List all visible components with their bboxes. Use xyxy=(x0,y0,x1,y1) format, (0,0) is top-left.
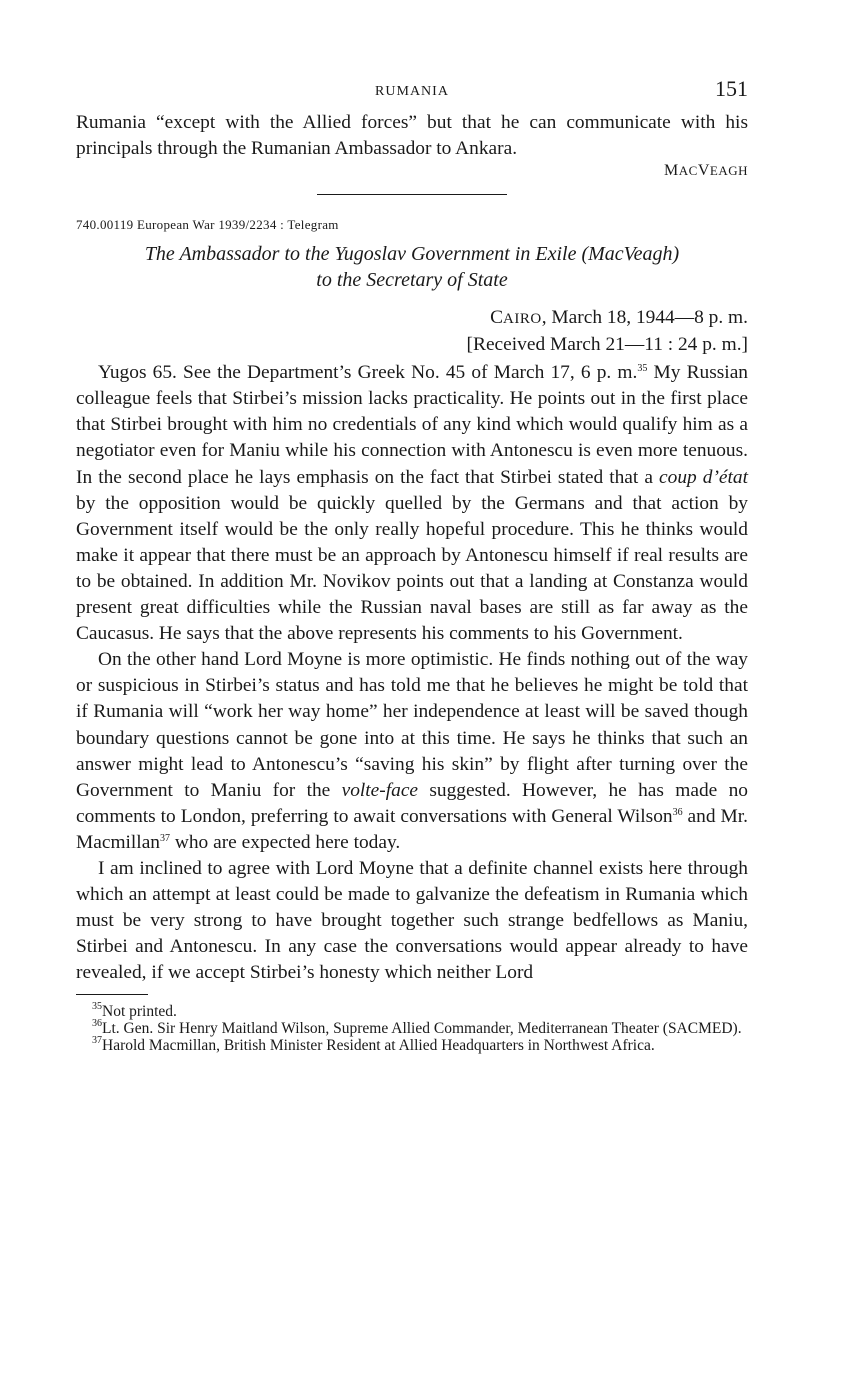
signature xyxy=(76,162,748,180)
continuation-paragraph: Rumania “except with the Allied forces” but that he can communicate with his principals through the Rumanian Ambassador to Ankara. xyxy=(76,112,748,160)
p2-text-c: and Mr. Macmillan xyxy=(76,805,749,853)
dateline-place-rest: AIRO xyxy=(503,311,542,328)
paragraph-2 xyxy=(76,647,748,856)
paragraph-1 xyxy=(76,360,748,647)
footnote-36 xyxy=(76,1020,748,1037)
document-page xyxy=(76,74,748,1054)
heading-line1: The Ambassador to the Yugoslav Government in Exile xyxy=(144,243,577,266)
footnote-mark: 37 xyxy=(92,1035,102,1047)
signature-rest: EAGH xyxy=(709,163,748,179)
p1-text-a: Yugos 65. See the Department’s Greek No. 45 of March 17, 6 p. m. xyxy=(98,362,638,384)
p1-text-b: My Russian colleague feels that Stirbei’s mission lacks practicality. He points out in the first place that Stirbei brought with him no credentials of any kind which would qualify him as a negotiator even for Maniu while his connection with Antonescu is even more tenuous. In the second place he lays emphasis on the fact that Stirbei stated that a xyxy=(76,362,748,488)
signature-v: V xyxy=(697,162,710,180)
footnotes xyxy=(76,1003,748,1054)
dateline xyxy=(76,305,748,332)
heading-paren: (MacVeagh) xyxy=(581,243,680,266)
footnote-mark: 35 xyxy=(92,1001,102,1013)
p2-text-b: suggested. However, he has made no comments to London, preferring to await conversations with General Wilson xyxy=(76,779,749,827)
footnote-text: Not printed. xyxy=(102,1003,177,1021)
file-number: 740.00119 European War 1939/2234 : Telegram xyxy=(76,217,339,233)
p1-text-c: by the opposition would be quickly quelled by the Germans and that action by Government itself would be the only really hopeful procedure. This he thinks would make it appear that there must be an approach by Antonescu himself if real results are to be obtained. In addition Mr. Novikov points out that a landing at Constanza would present great difficulties while the Russian naval bases are still as far away as the Caucasus. He says that the above represents his comments to his Government. xyxy=(76,492,748,645)
p1-italic: coup d’état xyxy=(659,466,748,488)
p2-italic: volte-face xyxy=(341,779,419,801)
footnote-37 xyxy=(76,1037,748,1054)
paragraph-3: I am inclined to agree with Lord Moyne that a definite channel exists here through which an attempt at least could be made to galvanize the defeatism in Rumania which must be very strong to have brought together such strange bedfellows as Maniu, Stirbei and Antonescu. In any case the conversations would appear already to have revealed, if we accept Stirbei’s honesty which neither Lord xyxy=(76,857,748,984)
footnote-text: Harold Macmillan, British Minister Resident at Allied Headquarters in Northwest Africa. xyxy=(102,1037,655,1055)
signature-mid: AC xyxy=(678,163,698,179)
running-head xyxy=(76,74,748,110)
heading-line2: to the Secretary of State xyxy=(316,269,508,292)
signature-initial: M xyxy=(664,162,679,180)
telegram-body xyxy=(76,360,748,986)
dateline-place-initial: C xyxy=(490,307,504,329)
footnote-ref-35: 35 xyxy=(637,363,648,375)
footnote-mark: 36 xyxy=(92,1018,102,1030)
section-divider xyxy=(317,194,507,195)
footnote-ref-36: 36 xyxy=(672,806,683,818)
dateline-received: [Received March 21—11 : 24 p. m.] xyxy=(466,334,748,356)
running-title: RUMANIA xyxy=(375,84,449,99)
document-heading xyxy=(76,241,748,293)
footnote-text: Lt. Gen. Sir Henry Maitland Wilson, Supreme Allied Commander, Mediterranean Theater (SACMED). xyxy=(102,1020,742,1038)
footnote-rule xyxy=(76,994,148,995)
footnote-35 xyxy=(76,1003,748,1020)
dateline-date: , March 18, 1944—8 p. m. xyxy=(541,307,748,329)
p2-text-a: On the other hand Lord Moyne is more optimistic. He finds nothing out of the way or suspicious in Stirbei’s status and has told me that he believes he might be told that if Rumania will “work her way home” her independence at least will be saved though boundary questions cannot be gone into at this time. He says he thinks that such an answer might lead to Antonescu’s “saving his skin” by flight after turning over the Government to Maniu for the xyxy=(76,649,748,801)
page-number: 151 xyxy=(715,76,748,101)
footnote-ref-37: 37 xyxy=(160,832,171,844)
p2-text-d: who are expected here today. xyxy=(170,831,401,853)
